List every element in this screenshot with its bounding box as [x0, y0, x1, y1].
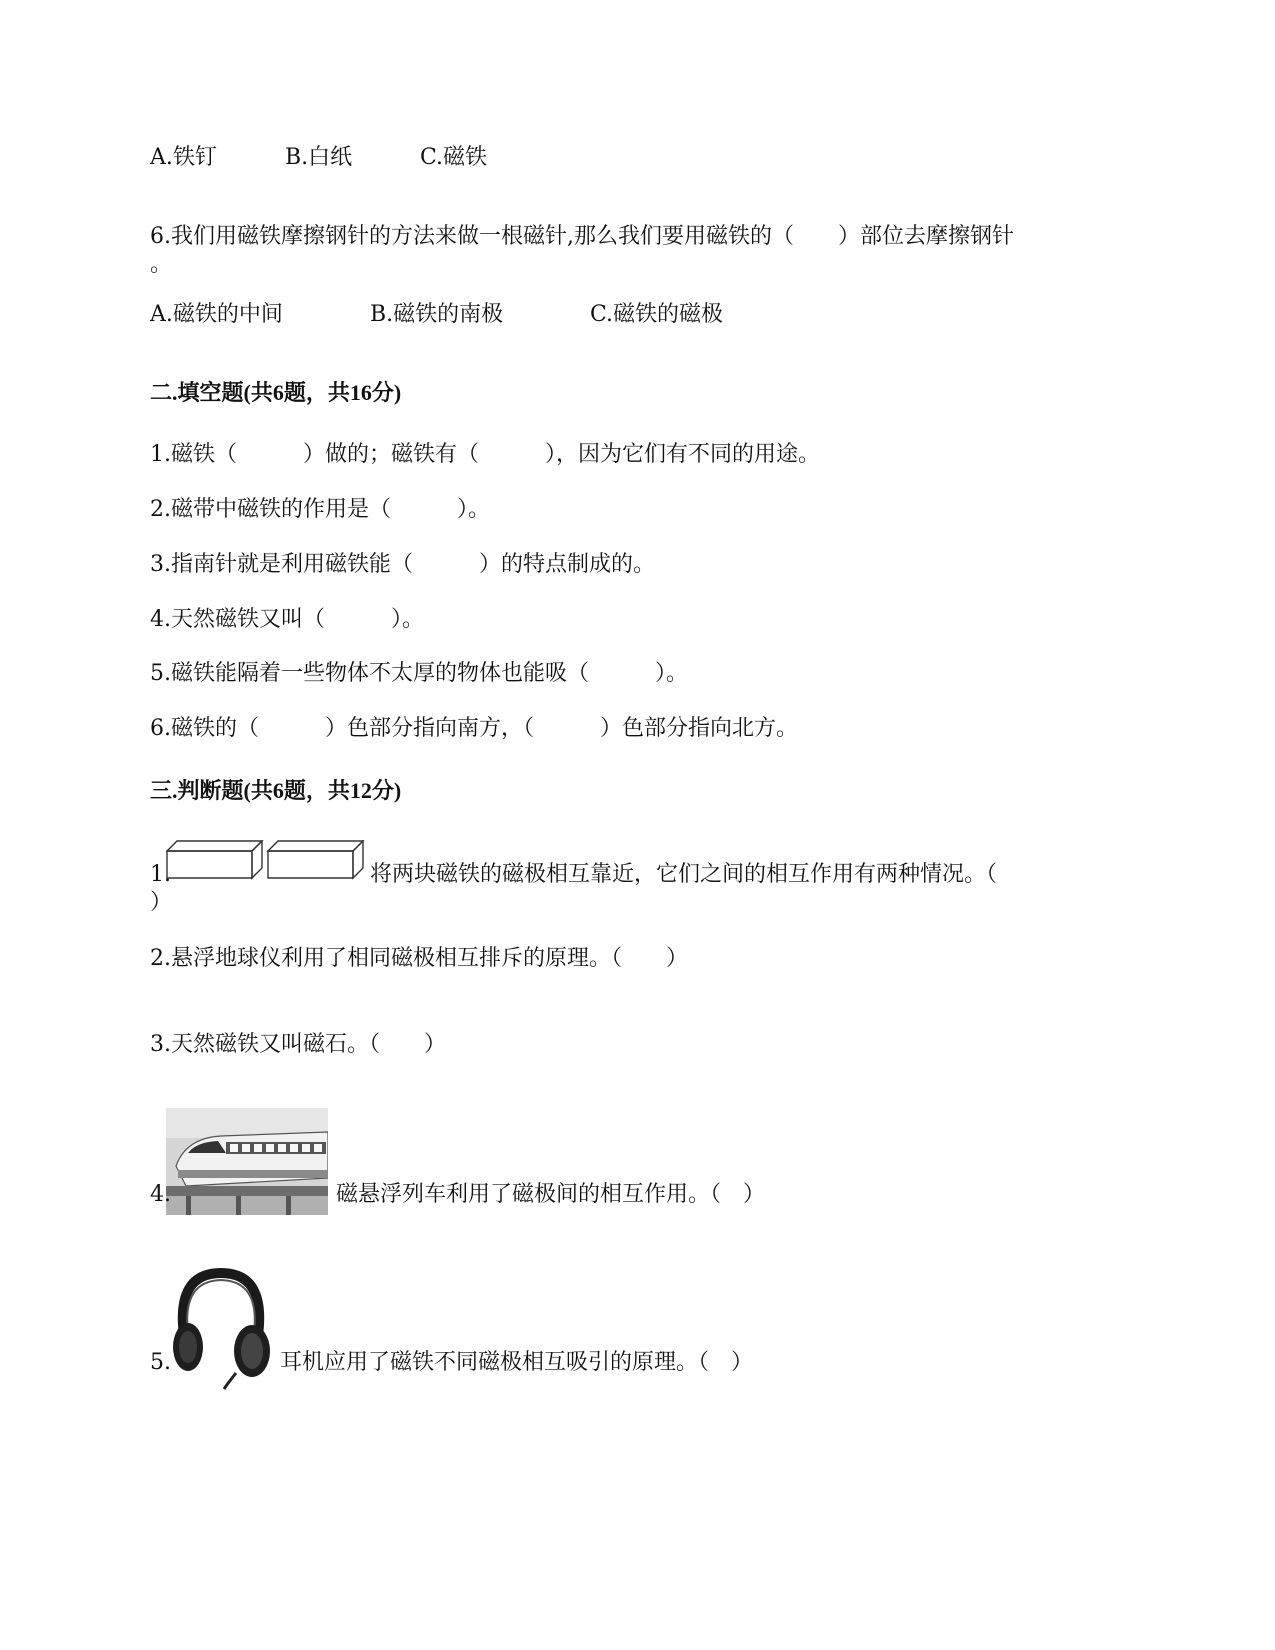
headphones-picture: [166, 1265, 276, 1390]
q5-options: [150, 143, 487, 173]
judge-item-1-tail: ）: [150, 890, 173, 915]
section-3-heading: 三.判断题(共6题，共12分): [150, 778, 402, 803]
question-6-text: 6.我们用磁铁摩擦钢针的方法来做一根磁针,那么我们要用磁铁的（ ）部位去摩擦钢针: [150, 224, 1014, 249]
fill-item-2: 2.磁带中磁铁的作用是（ ）。: [150, 497, 490, 522]
judge-item-5-text: 耳机应用了磁铁不同磁极相互吸引的原理。（ ）: [280, 1350, 754, 1375]
fill-item-6: 6.磁铁的（ ）色部分指向南方，（ ）色部分指向北方。: [150, 716, 798, 741]
option-a: A.铁钉: [150, 145, 217, 170]
judge-item-2: 2.悬浮地球仪利用了相同磁极相互排斥的原理。（ ）: [150, 946, 688, 971]
maglev-train-photo: [166, 1108, 328, 1215]
question-6-tail: 。: [150, 252, 173, 277]
fill-item-5: 5.磁铁能隔着一些物体不太厚的物体也能吸（ ）。: [150, 661, 688, 686]
option-b: B.磁铁的南极: [370, 302, 504, 327]
option-a: A.磁铁的中间: [150, 302, 283, 327]
judge-item-1-text: 将两块磁铁的磁极相互靠近，它们之间的相互作用有两种情况。（: [370, 862, 998, 887]
q6-options: [150, 300, 723, 330]
option-c: C.磁铁: [420, 145, 488, 170]
section-2-heading: 二.填空题(共6题，共16分): [150, 380, 402, 405]
judge-item-1-num: 1.: [150, 862, 171, 887]
fill-item-1: 1.磁铁（ ）做的；磁铁有（ ），因为它们有不同的用途。: [150, 442, 820, 467]
fill-item-3: 3.指南针就是利用磁铁能（ ）的特点制成的。: [150, 552, 655, 577]
two-magnets-figure: [166, 840, 366, 880]
fill-item-4: 4.天然磁铁又叫（ ）。: [150, 607, 424, 632]
option-c: C.磁铁的磁极: [590, 302, 724, 327]
judge-item-4-text: 磁悬浮列车利用了磁极间的相互作用。（ ）: [336, 1182, 766, 1207]
judge-item-5-num: 5.: [150, 1350, 171, 1375]
option-b: B.白纸: [285, 145, 353, 170]
judge-item-4-num: 4.: [150, 1182, 171, 1207]
judge-item-3: 3.天然磁铁又叫磁石。（ ）: [150, 1032, 446, 1057]
